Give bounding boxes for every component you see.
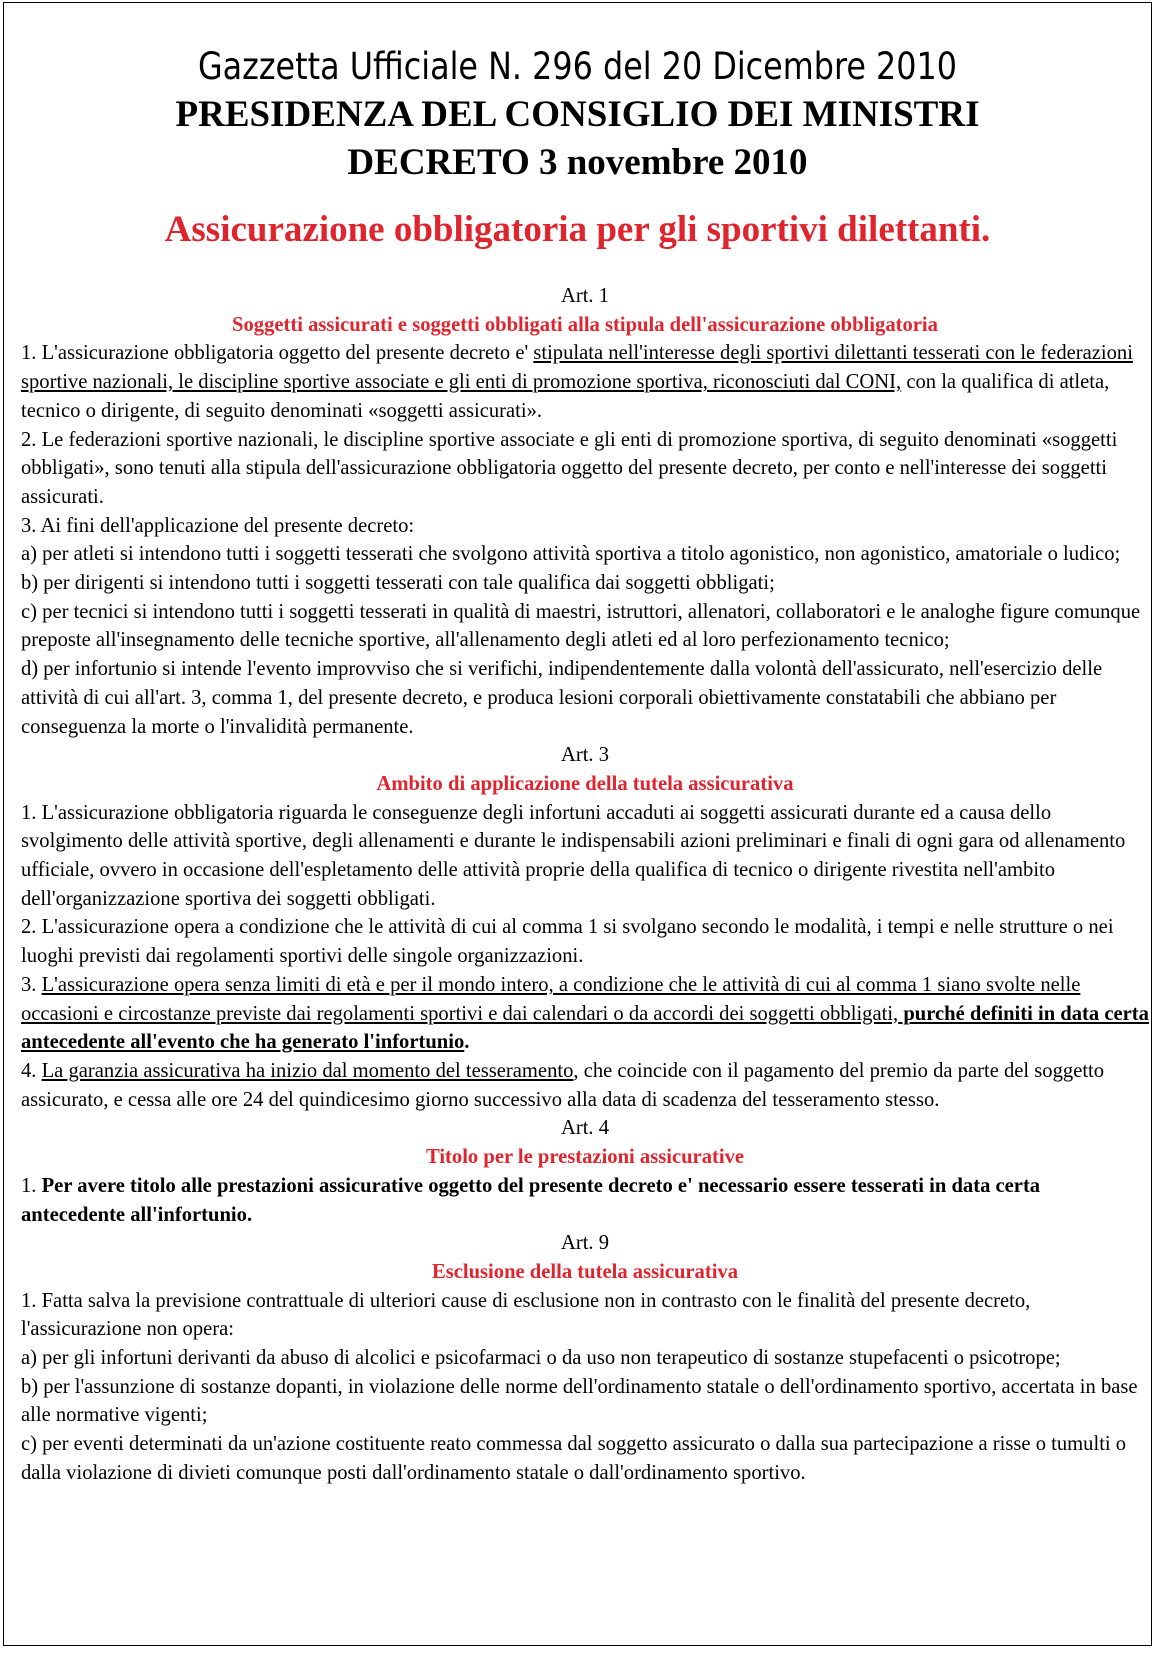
- list-item: a) per gli infortuni derivanti da abuso di alcolici e psicofarmaci o da uso non terapeutico di sostanze stupefacenti o psicotrope;: [21, 1347, 1061, 1370]
- underlined-text: La garanzia assicurativa ha inizio dal momento del tesseramento: [41, 1059, 574, 1082]
- list-item: d) per infortunio si intende l'evento improvviso che si verifichi, indipendentemente dalla volontà dell'assicurato, nell'esercizio delle attività di cui all'art. 3, comma 1, del presente decreto, e produca lesioni corporali obiettivamente constatabili che abbiano per conseguenza la morte o l'invalidità permanente.: [21, 658, 1103, 738]
- list-item: b) per dirigenti si intendono tutti i soggetti tesserati con tale qualifica dai soggetti obbligati;: [21, 572, 775, 595]
- underlined-text: L'assicurazione opera senza limiti di età e per il mondo intero, a condizione che le attività di cui al comma 1 siano svolte nelle occasioni e circostanze previste dai regolamenti sportivi e dai calendari o da accordi dei soggetti obbligati,: [21, 973, 1081, 1025]
- article-number: Art. 1: [560, 285, 610, 307]
- paragraph: 2. L'assicurazione opera a condizione che le attività di cui al comma 1 si svolgano secondo le modalità, i tempi e nelle strutture o nei luoghi previsti dai regolamenti sportivi delle singole organizzazioni.: [21, 916, 1114, 968]
- bold-underlined-text: purché definiti in data certa antecedente all'evento che ha generato l'infortunio: [21, 1002, 1149, 1054]
- list-item: b) per l'assunzione di sostanze dopanti, in violazione delle norme dell'ordinamento statale o dell'ordinamento sportivo, accertata in base alle normative vigenti;: [21, 1375, 1138, 1427]
- underlined-text: stipulata nell'interesse degli sportivi dilettanti tesserati con le federazioni sportive nazionali, le discipline sportive associate e gli enti di promozione sportiva, riconosciuti dal CONI,: [21, 342, 1133, 394]
- paragraph: 3. L'assicurazione opera senza limiti di età e per il mondo intero, a condizione che le attività di cui al comma 1 siano svolte nelle occasioni e circostanze previste dai regolamenti sportivi e dai calendari o da accordi dei soggetti obbligati, purché definiti in data certa antecedente all'evento che ha generato l'infortunio.: [21, 973, 1149, 1054]
- article-number: Art. 3: [560, 744, 610, 767]
- paragraph: 3. Ai fini dell'applicazione del presente decreto:: [21, 514, 415, 537]
- list-item: a) per atleti si intendono tutti i soggetti tesserati che svolgono attività sportiva a titolo agonistico, non agonistico, amatoriale o ludico;: [21, 543, 1121, 566]
- decree-heading: DECRETO 3 novembre 2010: [347, 142, 808, 183]
- paragraph: 1. Fatta salva la previsione contrattuale di ulteriori cause di esclusione non in contrasto con le finalità del presente decreto, l'assicurazione non opera:: [21, 1289, 1031, 1341]
- article-title: Ambito di applicazione della tutela assicurativa: [376, 772, 794, 795]
- article-number: Art. 9: [560, 1232, 610, 1255]
- paragraph: 4. La garanzia assicurativa ha inizio dal momento del tesseramento, che coincide con il pagamento del premio da parte del soggetto assicurato, e cessa alle ore 24 del quindicesimo giorno successivo alla data di scadenza del tesseramento stesso.: [21, 1059, 1105, 1111]
- decree-subject: Assicurazione obbligatoria per gli sportivi dilettanti.: [164, 209, 991, 250]
- authority-heading: PRESIDENZA DEL CONSIGLIO DEI MINISTRI: [175, 94, 980, 135]
- list-item: c) per eventi determinati da un'azione costituente reato commessa dal soggetto assicurato o dalla sua partecipazione a risse o tumulti o dalla violazione di divieti comunque posti dall'ordinamento statale o dall'ordinamento sportivo.: [21, 1433, 1127, 1484]
- article-number: Art. 4: [560, 1117, 610, 1140]
- article-title: Titolo per le prestazioni assicurative: [425, 1146, 745, 1169]
- article-title: Soggetti assicurati e soggetti obbligati alla stipula dell'assicurazione obbligatoria: [232, 313, 938, 336]
- article-title: Esclusione della tutela assicurativa: [431, 1260, 739, 1283]
- bold-text: Per avere titolo alle prestazioni assicurative oggetto del presente decreto e' necessario essere tesserati in data certa antecedente all'infortunio.: [21, 1174, 1041, 1226]
- list-item: c) per tecnici si intendono tutti i soggetti tesserati in qualità di maestri, istruttori, allenatori, collaboratori e le analoghe figure comunque preposte all'insegnamento delle tecniche sportive, all'allenamento degli atleti ed al loro perfezionamento tecnico;: [21, 600, 1141, 652]
- paragraph: 1. L'assicurazione obbligatoria riguarda le conseguenze degli infortuni accaduti ai soggetti assicurati durante ed a causa dello svolgimento delle attività sportive, degli allenamenti e durante le indispensabili azioni preliminari e finali di ogni gara od allenamento ufficiale, ovvero in occasione dell'espletamento delle attività proprie della qualifica di tecnico o dirigente rivestita nell'ambito dell'organizzazione sportiva dei soggetti obbligati.: [21, 801, 1126, 910]
- paragraph: 1. Per avere titolo alle prestazioni assicurative oggetto del presente decreto e' necessario essere tesserati in data certa antecedente all'infortunio.: [21, 1174, 1041, 1226]
- decree-body: [21, 282, 1149, 1488]
- paragraph: 2. Le federazioni sportive nazionali, le discipline sportive associate e gli enti di promozione sportiva, di seguito denominati «soggetti obbligati», sono tenuti alla stipula dell'assicurazione obbligatoria oggetto del presente decreto, per conto e nell'interesse dei soggetti assicurati.: [21, 428, 1118, 508]
- gazette-title: Gazzetta Ufficiale N. 296 del 20 Dicembre 2010: [197, 45, 958, 88]
- paragraph: 1. L'assicurazione obbligatoria oggetto del presente decreto e' stipulata nell'interesse degli sportivi dilettanti tesserati con le federazioni sportive nazionali, le discipline sportive associate e gli enti di promozione sportiva, riconosciuti dal CONI, con la qualifica di atleta, tecnico o dirigente, di seguito denominati «soggetti assicurati».: [21, 342, 1133, 422]
